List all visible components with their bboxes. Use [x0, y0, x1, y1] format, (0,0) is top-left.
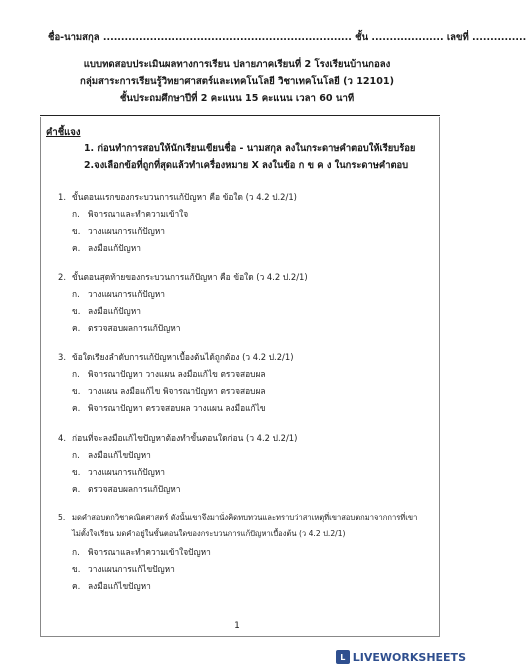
student-info-line: ชื่อ-นามสกุล ..................................................................... ชั้น .................... เลขที่ ...............	[48, 32, 526, 43]
option-text: ตรวจสอบผลการแก้ปัญหา	[88, 323, 181, 333]
question-text: ขั้นตอนแรกของกระบวนการแก้ปัญหา คือ ข้อใด (ว 4.2 ป.2/1)	[72, 192, 297, 202]
option-letter: ก.	[72, 547, 80, 557]
option-text: วางแผน ลงมือแก้ไข พิจารณาปัญหา ตรวจสอบผล	[88, 386, 266, 396]
option-5a[interactable]	[72, 545, 211, 559]
liveworksheets-icon: L	[336, 650, 350, 664]
option-text: วางแผนการแก้ปัญหา	[88, 289, 165, 299]
option-1b[interactable]	[72, 224, 165, 238]
option-text: วางแผนการแก้ปัญหา	[88, 226, 165, 236]
question-number: 2.	[58, 272, 66, 282]
option-text: ลงมือแก้ปัญหา	[88, 306, 141, 316]
instruction-item-2: 2.จงเลือกข้อที่ถูกที่สุดแล้วทำเครื่องหมาย X ลงในข้อ ก ข ค ง ในกระดาษคำตอบ	[84, 160, 409, 171]
option-1a[interactable]	[72, 207, 188, 221]
brand-name: LIVEWORKSHEETS	[352, 650, 466, 664]
exam-subject: กลุ่มสาระการเรียนรู้วิทยาศาสตร์และเทคโนโลยี วิชาเทคโนโลยี (ว 12101)	[80, 76, 394, 87]
option-text: พิจารณาปัญหา วางแผน ลงมือแก้ไข ตรวจสอบผล	[88, 369, 266, 379]
exam-grade-info: ชั้นประถมศึกษาปีที่ 2 คะแนน 15 คะแนน เวลา 60 นาที	[119, 93, 355, 104]
option-3a[interactable]	[72, 367, 266, 381]
option-text: วางแผนการแก้ปัญหา	[88, 467, 165, 477]
exam-title: แบบทดสอบประเมินผลทางการเรียน ปลายภาคเรียนที่ 2 โรงเรียนบ้านกอลง	[83, 59, 391, 70]
option-3c[interactable]	[72, 401, 266, 415]
question-4	[58, 431, 297, 445]
option-letter: ข.	[72, 226, 81, 236]
question-1	[58, 190, 297, 204]
option-text: พิจารณาและทำความเข้าใจ	[88, 209, 189, 219]
option-letter: ข.	[72, 467, 81, 477]
option-letter: ก.	[72, 369, 80, 379]
option-4a[interactable]	[72, 448, 151, 462]
instruction-item-1: 1. ก่อนทำการสอบให้นักเรียนเขียนชื่อ - นามสกุล ลงในกระดาษคำตอบให้เรียบร้อย	[84, 143, 416, 154]
option-letter: ค.	[72, 484, 81, 494]
question-text: มดคำสอบตกวิชาคณิตศาสตร์ ดังนั้นเขาจึงมานั่งคิดทบทวนและทราบว่าสาเหตุที่เขาสอบตกมาจากการที่เขา	[72, 513, 418, 522]
question-text: ข้อใดเรียงลำดับการแก้ปัญหาเบื้องต้นได้ถูกต้อง (ว 4.2 ป.2/1)	[72, 352, 294, 362]
option-4b[interactable]	[72, 465, 165, 479]
option-letter: ข.	[72, 386, 81, 396]
option-4c[interactable]	[72, 482, 180, 496]
question-text: ขั้นตอนสุดท้ายของกระบวนการแก้ปัญหา คือ ข้อใด (ว 4.2 ป.2/1)	[72, 272, 308, 282]
option-5b[interactable]	[72, 562, 175, 576]
option-1c[interactable]	[72, 241, 141, 255]
question-5-continued: ไม่ตั้งใจเรียน มดคำอยู่ในขั้นตอนใดของกระบวนการแก้ปัญหาเบื้องต้น (ว 4.2 ป.2/1)	[72, 529, 346, 538]
option-5c[interactable]	[72, 579, 151, 593]
question-5	[58, 512, 417, 524]
instructions-heading: คำชี้แจง	[46, 127, 81, 138]
option-text: ลงมือแก้ไขปัญหา	[88, 450, 151, 460]
option-letter: ก.	[72, 450, 80, 460]
option-2a[interactable]	[72, 287, 165, 301]
option-text: พิจารณาและทำความเข้าใจปัญหา	[88, 547, 211, 557]
option-2c[interactable]	[72, 321, 180, 335]
option-text: พิจารณาปัญหา ตรวจสอบผล วางแผน ลงมือแก้ไข	[88, 403, 266, 413]
option-letter: ค.	[72, 323, 81, 333]
question-number: 3.	[58, 352, 66, 362]
liveworksheets-logo[interactable]	[336, 649, 466, 665]
question-number: 4.	[58, 433, 66, 443]
option-text: ลงมือแก้ปัญหา	[88, 243, 141, 253]
option-3b[interactable]	[72, 384, 266, 398]
page-number: 1	[234, 621, 240, 631]
question-number: 1.	[58, 192, 66, 202]
option-letter: ก.	[72, 289, 80, 299]
option-letter: ข.	[72, 306, 81, 316]
option-letter: ค.	[72, 581, 81, 591]
option-2b[interactable]	[72, 304, 141, 318]
option-letter: ก.	[72, 209, 80, 219]
option-letter: ค.	[72, 243, 81, 253]
question-2	[58, 270, 308, 284]
option-text: ตรวจสอบผลการแก้ปัญหา	[88, 484, 181, 494]
option-text: ลงมือแก้ไขปัญหา	[88, 581, 151, 591]
option-letter: ข.	[72, 564, 81, 574]
option-text: วางแผนการแก้ไขปัญหา	[88, 564, 175, 574]
title-divider	[40, 115, 440, 116]
question-number: 5.	[58, 513, 66, 522]
option-letter: ค.	[72, 403, 81, 413]
question-3	[58, 350, 293, 364]
question-text: ก่อนที่จะลงมือแก้ไขปัญหาต้องทำขั้นตอนใดก่อน (ว 4.2 ป.2/1)	[72, 433, 298, 443]
